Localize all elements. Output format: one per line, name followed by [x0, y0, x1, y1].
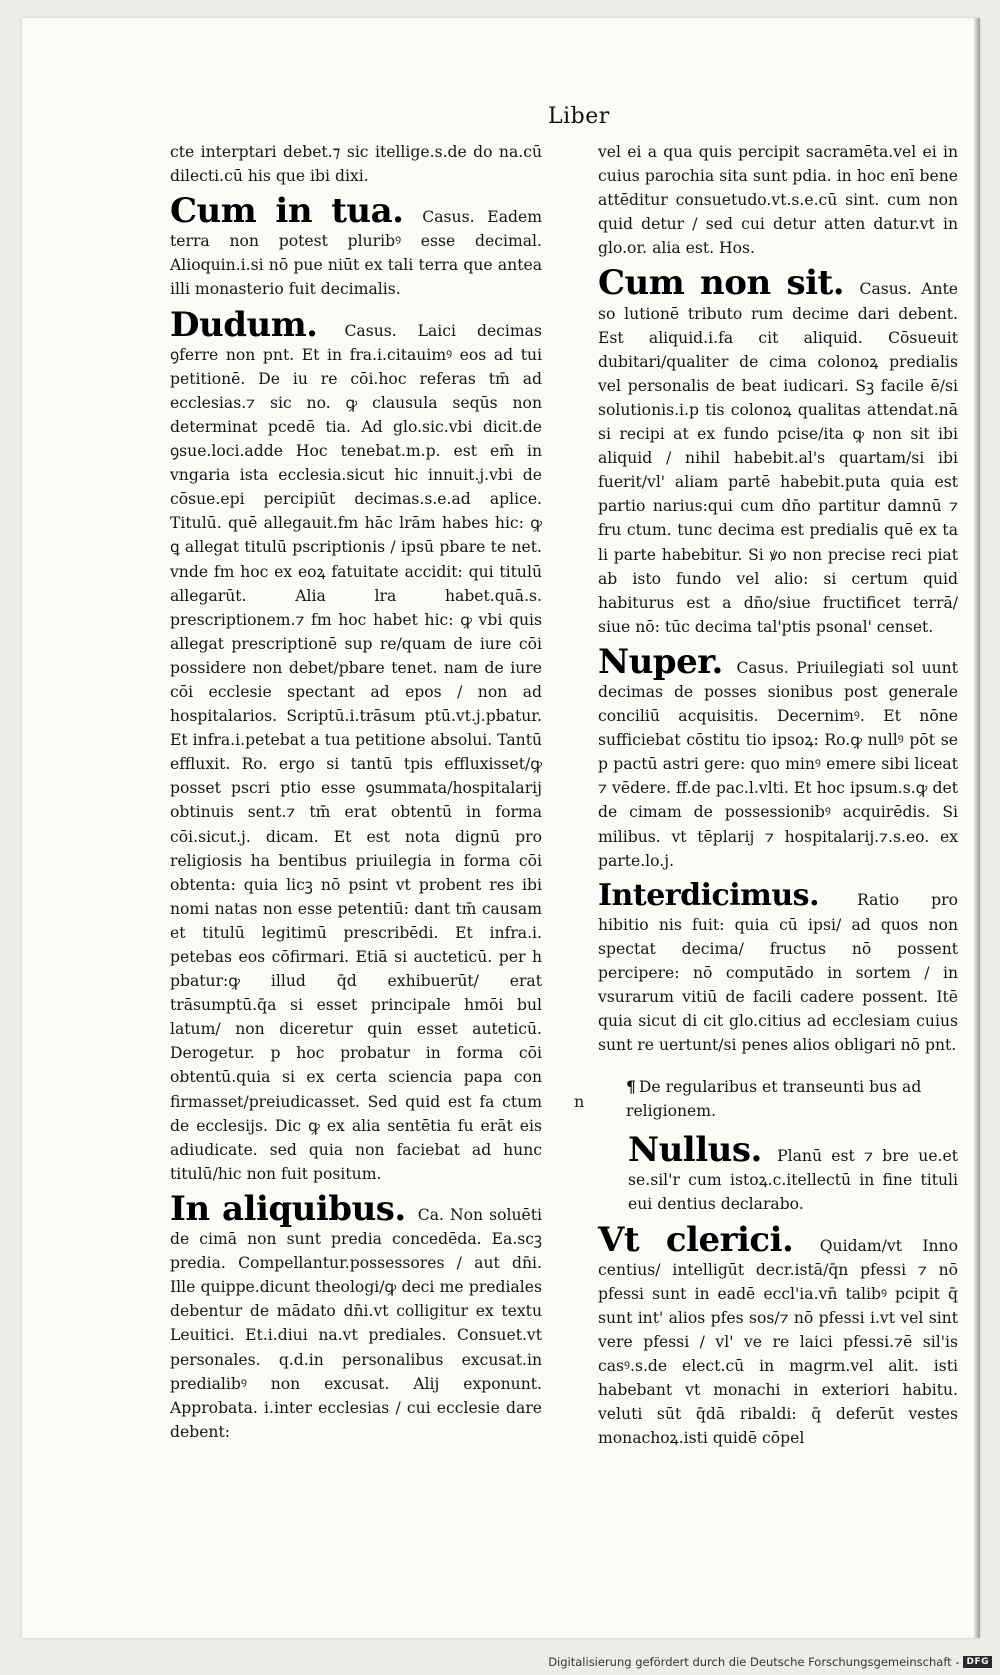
paragraph — [598, 1219, 958, 1451]
paragraph — [170, 304, 542, 1186]
paragraph-text: cte interptari debet.⁊ sic itellige.s.de do na.cū dilecti.cū his que ibi dixi. — [170, 143, 542, 186]
lemma-heading: Nullus. — [628, 1130, 762, 1171]
lemma-heading: Dudum. — [170, 304, 318, 345]
paragraph-text: Casus. Laici decimas ꝯferre non pnt. Et in fra.i.citauimꝰ eos ad tui petitionē. De iu re cōi.hoc referas tm̄ ad ecclesias.⁊ sic no. ꝙ clausula seqūs non determinat pcedē tia. Ad glo.sic.vbi dicit.de ꝯsue.loci.adde Hoc tenebat.m.p. est em̄ in vngaria ista ecclesia.sicut hic innuit.j.vbi de cōsue.epi percipiūt decimas.s.e.ad aplice. Titulū. quē allegauit.fm hāc lrām habes hic: ꝙ ꝗ allegat titulū pscriptionis / ipsū pbare te net. vnde fm hoc ex eoꝝ fatuitate accidit: qui titulū allegarūt. Alia lra habet.quā.s. prescriptionem.⁊ fm hoc habet hic: ꝙ vbi quis allegat prescriptionē sup re/quam de iure cōi possidere non debet/pbare tenet. nam de iure cōi ecclesie spectant ad epos / non ad hospitalarios. Scriptū.i.trāsum ptū.vt.j.pbatur. Et infra.i.petebat a tua petitione absolui. Tantū effluxit. Ro. ergo si tantū tpis effluxisset/ꝙ posset pscri ptio esse ꝯsummata/hospitalarij obtinuis sent.⁊ tm̄ erat obtentū in forma cōi.sicut.j. dicam. Et est nota dignū pro religiosis ha bentibus priuilegia in forma cōi obtenta: quia licꝫ nō psint vt probent res ibi nomi natas non esse petentiū: dant tm̄ causam et titulū legitimū prescribēdi. Et infra.i. petebas eos cōfirmari. Etiā si aucteticū. per h pbatur:ꝙ illud q̄d exhibuerūt/ erat trāsumptū.q̄a si esset principale hmōi bul latum/ non diceretur quin esset auteticū. Derogetur. p hoc probatur in forma cōi obtentū.quia si ex certa sciencia papa con firmasset/preiudicasset. Sed quid est fa ctum de ecclesijs. Dic ꝙ ex alia sentētia fu erāt eis adiudicate. sed quia non faciebat ad hunc titulū/hic non fuit positum. — [170, 321, 542, 1183]
paragraph — [598, 879, 958, 1058]
lemma-heading: Interdicimus. — [598, 877, 820, 913]
paragraph — [598, 140, 958, 260]
pilcrow-icon: ¶ — [626, 1077, 636, 1097]
footer-text: Digitalisierung gefördert durch die Deutsche Forschungsgemeinschaft - — [548, 1655, 960, 1669]
margin-letter: n — [574, 1092, 585, 1111]
lemma-heading: In aliquibus. — [170, 1188, 406, 1229]
running-head: Liber — [548, 104, 610, 129]
section-heading-text: De regularibus et transeunti bus ad religionem. — [626, 1078, 922, 1121]
paragraph — [598, 263, 958, 638]
paragraph — [170, 140, 542, 188]
right-column — [598, 140, 958, 1450]
lemma-heading: Cum in tua. — [170, 191, 404, 232]
paragraph-text: Casus. Priuilegiati sol uunt decimas de posses sionibus post generale conciliū acquisitis. Decernimꝰ. Et nōne sufficiebat cōstitu tio ipsoꝝ: Ro.ꝙ nullꝰ pōt se p pactū astri gere: quo minꝰ emere sibi liceat ⁊ vēdere. ff.de pac.l.vlti. Et hoc ipsum.s.ꝙ det de cimam de possessionibꝰ acquirēdis. Si milibus. vt tēplarij ⁊ hospitalarij.⁊.s.eo. ex parte.lo.j. — [598, 658, 958, 870]
paragraph — [628, 1130, 958, 1216]
paragraph-text: Planū est ⁊ bre ue.et se.sil'r cum istoꝝ.c.itellectū in fine tituli eui dentius declarabo. — [628, 1147, 958, 1214]
lemma-heading: Nuper. — [598, 641, 723, 682]
dfg-logo: DFG — [963, 1656, 992, 1668]
paragraph — [598, 641, 958, 873]
paragraph-text: Quidam/vt Inno centius/ intelligūt decr.istā/q̄n pfessi ⁊ nō pfessi sunt in eadē eccl'ia.vn̄ talibꝰ pcipit q̄ sunt int' alios pfes sos/⁊ nō pfessi i.vt vel sint vere pfessi / vl' ve re laici pfessi.⁊ē sil'is casꝰ.s.de elect.cū in magrm.vel alit. isti habebant vt monachi in exteriori habitu. veluti sūt q̄dā ribaldi: q̄ deferūt vestes monachoꝝ.isti quidē cōpel — [598, 1236, 958, 1448]
paragraph-text: Ca. Non soluēti de cimā non sunt predia concedēda. Ea.scꝫ predia. Compellantur.possessores / aut dn̄i. Ille quippe.dicunt theologi/ꝙ deci me prediales debentur de mādato dn̄i.vt colligitur ex textu Leuitici. Et.i.diui na.vt prediales. Consuet.vt personales. q.d.in personalibus excusat.in predialibꝰ non excusat. Alij exponunt. Approbata. i.inter ecclesias / cui ecclesie dare debent: — [170, 1205, 542, 1441]
paragraph-text: Casus. Ante so lutionē tributo rum decime dari debent. Est aliquid.i.fa cit aliquid. Cōsueuit dubitari/qualiter de cima colonoꝝ predialis vel personalis de beat iudicari. Sꝫ facile ē/si solutionis.i.p tis colonoꝝ qualitas attendat.nā si recipi at ex fundo pcise/ita ꝙ non sit ibi aliquid / nihil habebit.al's quartam/si ibi fuerit/vl' aliam partē habebit.puta quia est partio narius:qui cum dn̄o partitur damnū ⁊ fru ctum. tunc decima est predialis quē ex ta li parte habebitur. Si ꝟo non precise reci piat ab isto fundo vel alio: si certum quid habiturus est a dn̄o/siue fructificet terrā/ siue nō: tūc decima tal'ptis psonal' censet. — [598, 280, 958, 636]
paragraph — [170, 191, 542, 301]
paragraph-text: Ratio pro hibitio nis fuit: quia cū ipsi/ ad quos non spectat decima/ fructus nō possent percipere: nō computādo in sortem / in vsurarum vitiū de facili cadere possent. Itē quia sicut di cit glo.citius ad ecclesiam cuius sunt re uertunt/si penes alios obligari nō pnt. — [598, 890, 958, 1055]
section-heading — [626, 1075, 958, 1123]
digitization-footer — [548, 1653, 992, 1671]
paragraph-text: vel ei a qua quis percipit sacramēta.vel ei in cuius parochia sita sunt pdia. in hoc enī bene attēditur consuetudo.vt.s.e.cū sint. cum non quid detur / sed cui detur atten datur.vt in glo.or. alia est. Hos. — [598, 143, 958, 258]
lemma-heading: Vt clerici. — [598, 1219, 794, 1260]
left-column — [170, 140, 542, 1444]
lemma-heading: Cum non sit. — [598, 263, 845, 304]
paragraph — [170, 1188, 542, 1444]
paragraph-text: Casus. Eadem terra non potest pluribꝰ esse decimal. Alioquin.i.si nō pue niūt ex tali terra que antea illi monasterio fuit decimalis. — [170, 208, 542, 299]
